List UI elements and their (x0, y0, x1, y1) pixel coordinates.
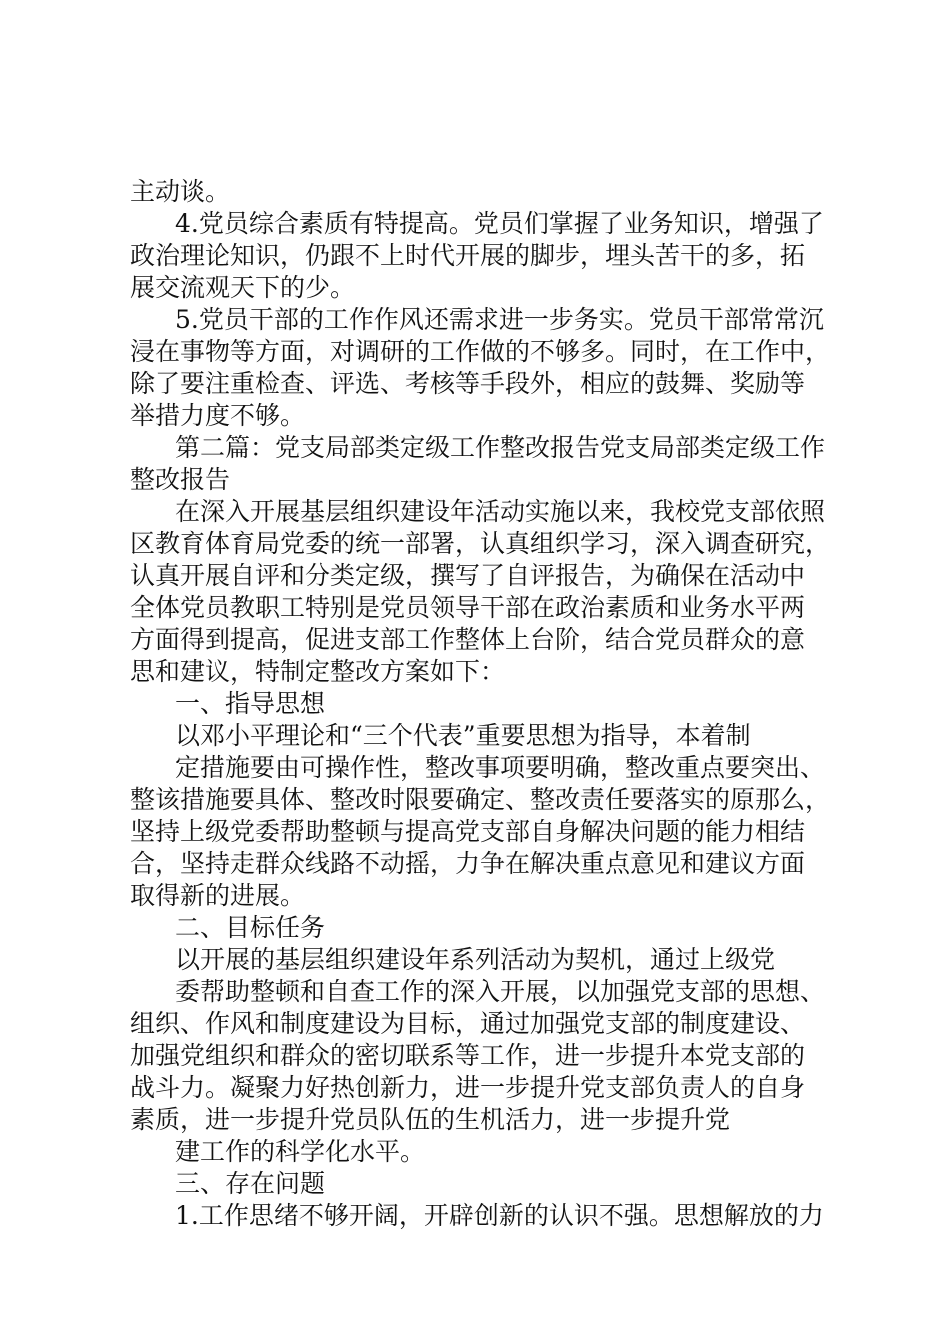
text-line: 二、目标任务 (175, 913, 326, 942)
text-line: 方面得到提高，促进支部工作整体上台阶，结合党员群众的意 (130, 625, 806, 654)
text-line: 整改报告 (130, 465, 231, 494)
text-line: 展交流观天下的少。 (130, 273, 356, 302)
text-line: 举措力度不够。 (130, 401, 306, 430)
text-line: 4.党员综合素质有特提高。党员们掌握了业务知识，增强了 (175, 209, 824, 238)
text-line: 浸在事物等方面，对调研的工作做的不够多。同时，在工作中， (130, 337, 831, 366)
text-line: 定措施要由可操作性，整改事项要明确，整改重点要突出、 (175, 753, 826, 782)
text-line: 政治理论知识，仍跟不上时代开展的脚步，埋头苦干的多，拓 (130, 241, 806, 270)
text-line: 合，坚持走群众线路不动摇，力争在解决重点意见和建议方面 (130, 849, 806, 878)
text-line: 素质，进一步提升党员队伍的生机活力，进一步提升党 (130, 1105, 731, 1134)
text-line: 取得新的进展。 (130, 881, 306, 910)
text-line: 认真开展自评和分类定级，撰写了自评报告，为确保在活动中 (130, 561, 806, 590)
text-line: 加强党组织和群众的密切联系等工作，进一步提升本党支部的 (130, 1041, 806, 1070)
text-line: 第二篇：党支局部类定级工作整改报告党支局部类定级工作 (175, 433, 826, 462)
text-line: 委帮助整顿和自查工作的深入开展，以加强党支部的思想、 (175, 977, 826, 1006)
text-line: 全体党员教职工特别是党员领导干部在政治素质和业务水平两 (130, 593, 806, 622)
text-line: 除了要注重检查、评选、考核等手段外，相应的鼓舞、奖励等 (130, 369, 806, 398)
text-line: 三、存在问题 (175, 1169, 326, 1198)
text-line: 1.工作思绪不够开阔，开辟创新的认识不强。思想解放的力 (175, 1201, 824, 1230)
text-line: 主动谈。 (130, 177, 231, 206)
text-line: 区教育体育局党委的统一部署，认真组织学习，深入调查研究， (130, 529, 831, 558)
text-line: 5.党员干部的工作作风还需求进一步务实。党员干部常常沉 (175, 305, 824, 334)
text-line: 战斗力。凝聚力好热创新力，进一步提升党支部负责人的自身 (130, 1073, 806, 1102)
text-line: 建工作的科学化水平。 (175, 1137, 426, 1166)
text-line: 组织、作风和制度建设为目标，通过加强党支部的制度建设、 (130, 1009, 806, 1038)
text-line: 一、指导思想 (175, 689, 326, 718)
text-line: 思和建议，特制定整改方案如下： (130, 657, 506, 686)
text-line: 在深入开展基层组织建设年活动实施以来，我校党支部依照 (175, 497, 826, 526)
text-line: 坚持上级党委帮助整顿与提高党支部自身解决问题的能力相结 (130, 817, 806, 846)
text-line: 以开展的基层组织建设年系列活动为契机，通过上级党 (175, 945, 776, 974)
text-line: 以邓小平理论和“三个代表”重要思想为指导，本着制 (175, 721, 751, 750)
text-line: 整该措施要具体、整改时限要确定、整改责任要落实的原那么， (130, 785, 831, 814)
